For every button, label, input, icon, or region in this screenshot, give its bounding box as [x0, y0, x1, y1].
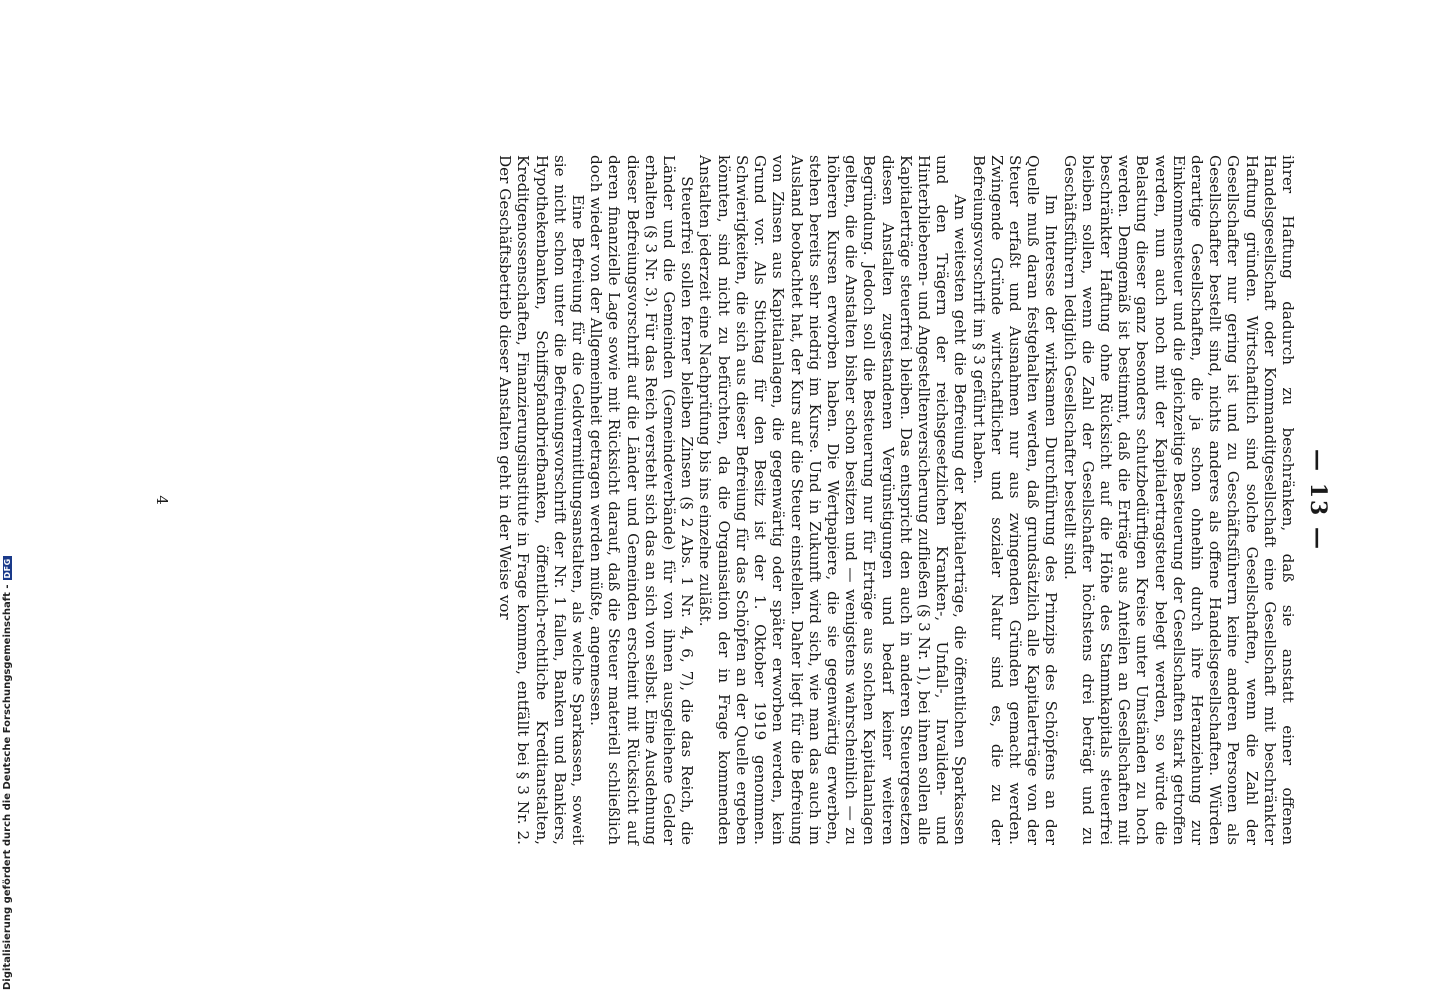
- paragraph-1: ihrer Haftung dadurch zu beschränken, daß sie anstatt einer offenen Handelsgesellschaft oder Kommanditgesellschaft eine Gesellschaft mit beschränkter Haftung gründen. Wirtschaftlich sind solche Gesellschaften, wenn die Zahl der Gesellschafter nur gering ist und zu Geschäftsführern keine anderen Personen als Gesellschafter bestellt sind, nichts anderes als offene Handelsgesellschaften. Würden derartige Gesellschaften, die ja schon ohnehin durch ihre Heranziehung zur Einkommensteuer und die gleichzeitige Besteuerung der Gesellschaften stark getroffen werden, nun auch noch mit der Kapitalertragsteuer belegt werden, so würde die Belastung dieser ganz besonders schutzbedürftigen Kreise unter Umständen zu hoch werden. Demgemäß ist bestimmt, daß die Erträge aus Anteilen an Gesellschaften mit beschränkter Haftung ohne Rücksicht auf die Höhe des Stammkapitals steuerfrei bleiben sollen, wenn die Zahl der Gesellschafter höchstens drei beträgt und zu Geschäftsführern lediglich Gesellschafter bestellt sind.: [1060, 155, 1297, 845]
- dfg-logo-icon: DFG: [3, 558, 12, 579]
- paragraph-4: Steuerfrei sollen ferner bleiben Zinsen (§ 2 Abs. 1 Nr. 4, 6, 7), die das Reich, die Länder und die Gemeinden (Gemeindeverbände) für von ihnen ausgeliehene Gelder erhalten (§ 3 Nr. 3). Für das Reich versteht sich das an sich von selbst. Eine Ausdehnung dieser Befreiungsvorschrift auf die Länder und Gemeinden erscheint mit Rücksicht auf deren finanzielle Lage sowie mit Rücksicht darauf, daß die Steuer materiell schließlich doch wieder von der Allgemeinheit getragen werden müßte, angemessen.: [587, 155, 697, 845]
- paragraph-3: Am weitesten geht die Befreiung der Kapitalerträge, die öffentlichen Sparkassen und den Trägern der reichsgesetzlichen Kranken-, Unfall-, Invaliden- und Hinterbliebenen- und Angestelltenversicherung zufließen (§ 3 Nr. 1), bei ihnen sollen alle Kapitalerträge steuerfrei bleiben. Das entspricht den auch in anderen Steuergesetzen diesen Anstalten zugestandenen Vergünstigungen und bedarf keiner weiteren Begründung. Jedoch soll die Besteuerung nur für Erträge aus solchen Kapitalanlagen gelten, die die Anstalten bisher schon besitzen und — wenigstens wahrscheinlich — zu höheren Kursen erworben haben. Die Wertpapiere, die sie gegenwärtig erwerben, stehen bereits sehr niedrig im Kurse. Und in Zukunft wird sich, wie man das auch im Ausland beobachtet hat, der Kurs auf die Steuer einstellen. Daher liegt für die Befreiung von Zinsen aus Kapitalanlagen, die gegenwärtig oder später erworben werden, kein Grund vor. Als Stichtag für den Besitz ist der 1. Oktober 1919 genommen. Schwierigkeiten, die sich aus dieser Befreiung für das Schöpfen an der Quelle ergeben könnten, sind nicht zu befürchten, da die Organisation der in Frage kommenden Anstalten jederzeit eine Nachprüfung bis ins einzelne zuläßt.: [696, 155, 970, 845]
- paragraph-2: Im Interesse der wirksamen Durchführung des Prinzips des Schöpfens an der Quelle muß daran festgehalten werden, daß grundsätzlich alle Kapitalerträge von der Steuer erfaßt und Ausnahmen nur aus zwingenden Gründen gemacht werden. Zwingende Gründe wirtschaftlicher und sozialer Natur sind es, die zu der Befreiungsvorschrift im § 3 geführt haben.: [969, 155, 1061, 845]
- page-number: — 13 —: [1305, 449, 1331, 551]
- digitization-credit: [2, 556, 13, 990]
- rotated-text-block: [147, 155, 1331, 845]
- credit-text: Digitalisierung gefördert durch die Deutsche Forschungsgemeinschaft -: [2, 584, 13, 990]
- sheet-signature: 4: [153, 495, 172, 505]
- paragraph-5: Eine Befreiung für die Geldvermittlungsanstalten, als welche Sparkassen, soweit sie nicht schon unter die Befreiungsvorschrift der Nr. 1 fallen, Banken und Bankiers, Hypothekenbanken, Schiffspfandbriefbanken, öffentlich-rechtliche Kreditanstalten, Kreditgenossenschaften, Finanzierungsinstitute in Frage kommen, entfällt bei § 3 Nr. 2. Der Geschäftsbetrieb dieser Anstalten geht in der Weise vor: [496, 155, 588, 845]
